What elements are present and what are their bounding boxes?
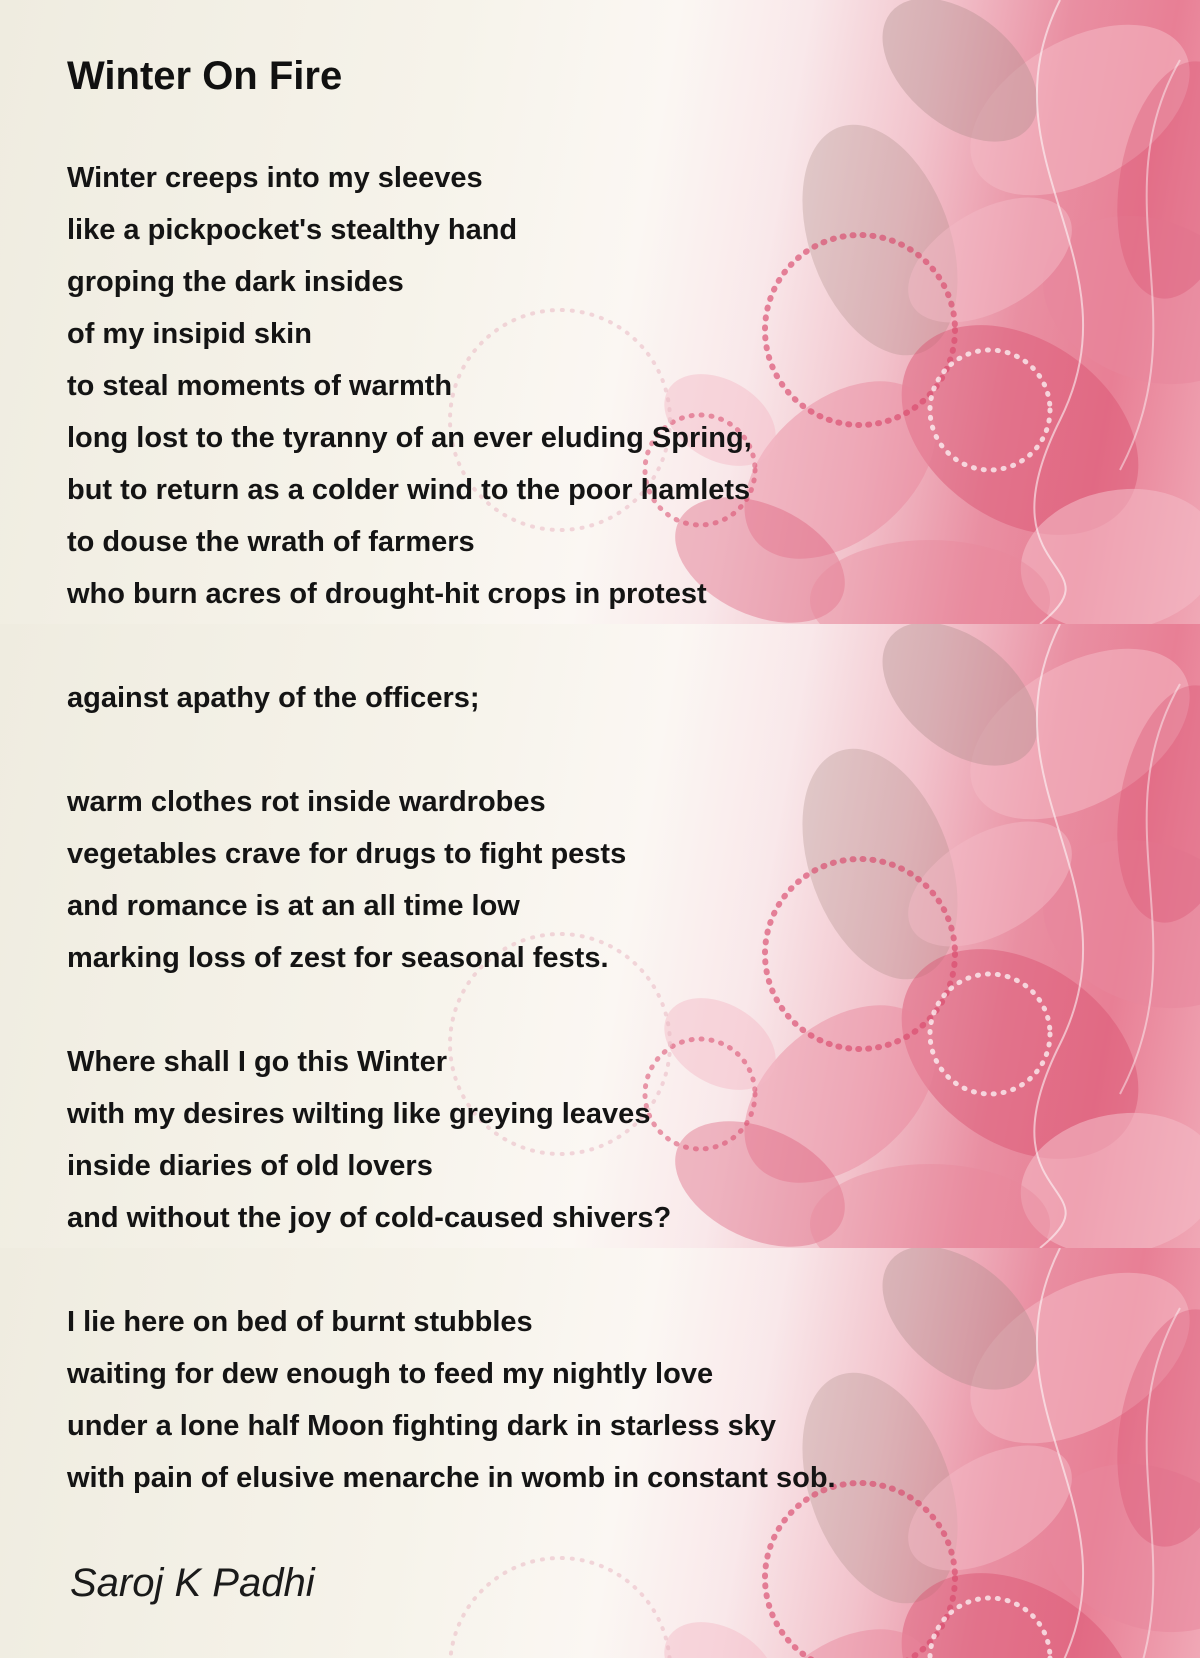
poem-line: Winter creeps into my sleeves	[67, 162, 483, 194]
stanza	[67, 1296, 1127, 1504]
poem-line: with my desires wilting like greying leaves	[67, 1098, 651, 1130]
poem-line: with pain of elusive menarche in womb in constant sob.	[67, 1462, 836, 1494]
stanza	[67, 776, 1127, 984]
poem-line: under a lone half Moon fighting dark in starless sky	[67, 1410, 777, 1442]
poem-line: and without the joy of cold-caused shivers?	[67, 1202, 672, 1234]
stanza	[67, 672, 1127, 724]
poem-line: who burn acres of drought-hit crops in protest	[67, 578, 707, 610]
poem-line: like a pickpocket's stealthy hand	[67, 214, 518, 246]
poem-line: waiting for dew enough to feed my nightly love	[67, 1358, 714, 1390]
stanza	[67, 1036, 1127, 1244]
stanza	[67, 152, 1127, 620]
poem-line: warm clothes rot inside wardrobes	[67, 786, 546, 818]
poem-line: I lie here on bed of burnt stubbles	[67, 1306, 533, 1338]
poem-line: and romance is at an all time low	[67, 890, 520, 922]
poem-line: of my insipid skin	[67, 318, 312, 350]
poem-line: long lost to the tyranny of an ever eluding Spring,	[67, 422, 752, 454]
poem-line: to douse the wrath of farmers	[67, 526, 475, 558]
poem-line: against apathy of the officers;	[67, 682, 480, 714]
poem-line: groping the dark insides	[67, 266, 404, 298]
poem-line: Where shall I go this Winter	[67, 1046, 448, 1078]
poem-line: inside diaries of old lovers	[67, 1150, 433, 1182]
author-signature: Saroj K Padhi	[70, 1561, 315, 1605]
poem-line: to steal moments of warmth	[67, 370, 453, 402]
poem-line: but to return as a colder wind to the poor hamlets	[67, 474, 751, 506]
poem-title: Winter On Fire	[67, 54, 343, 98]
poem-line: marking loss of zest for seasonal fests.	[67, 942, 609, 974]
poem-body	[67, 152, 1127, 1556]
poem-line: vegetables crave for drugs to fight pests	[67, 838, 627, 870]
